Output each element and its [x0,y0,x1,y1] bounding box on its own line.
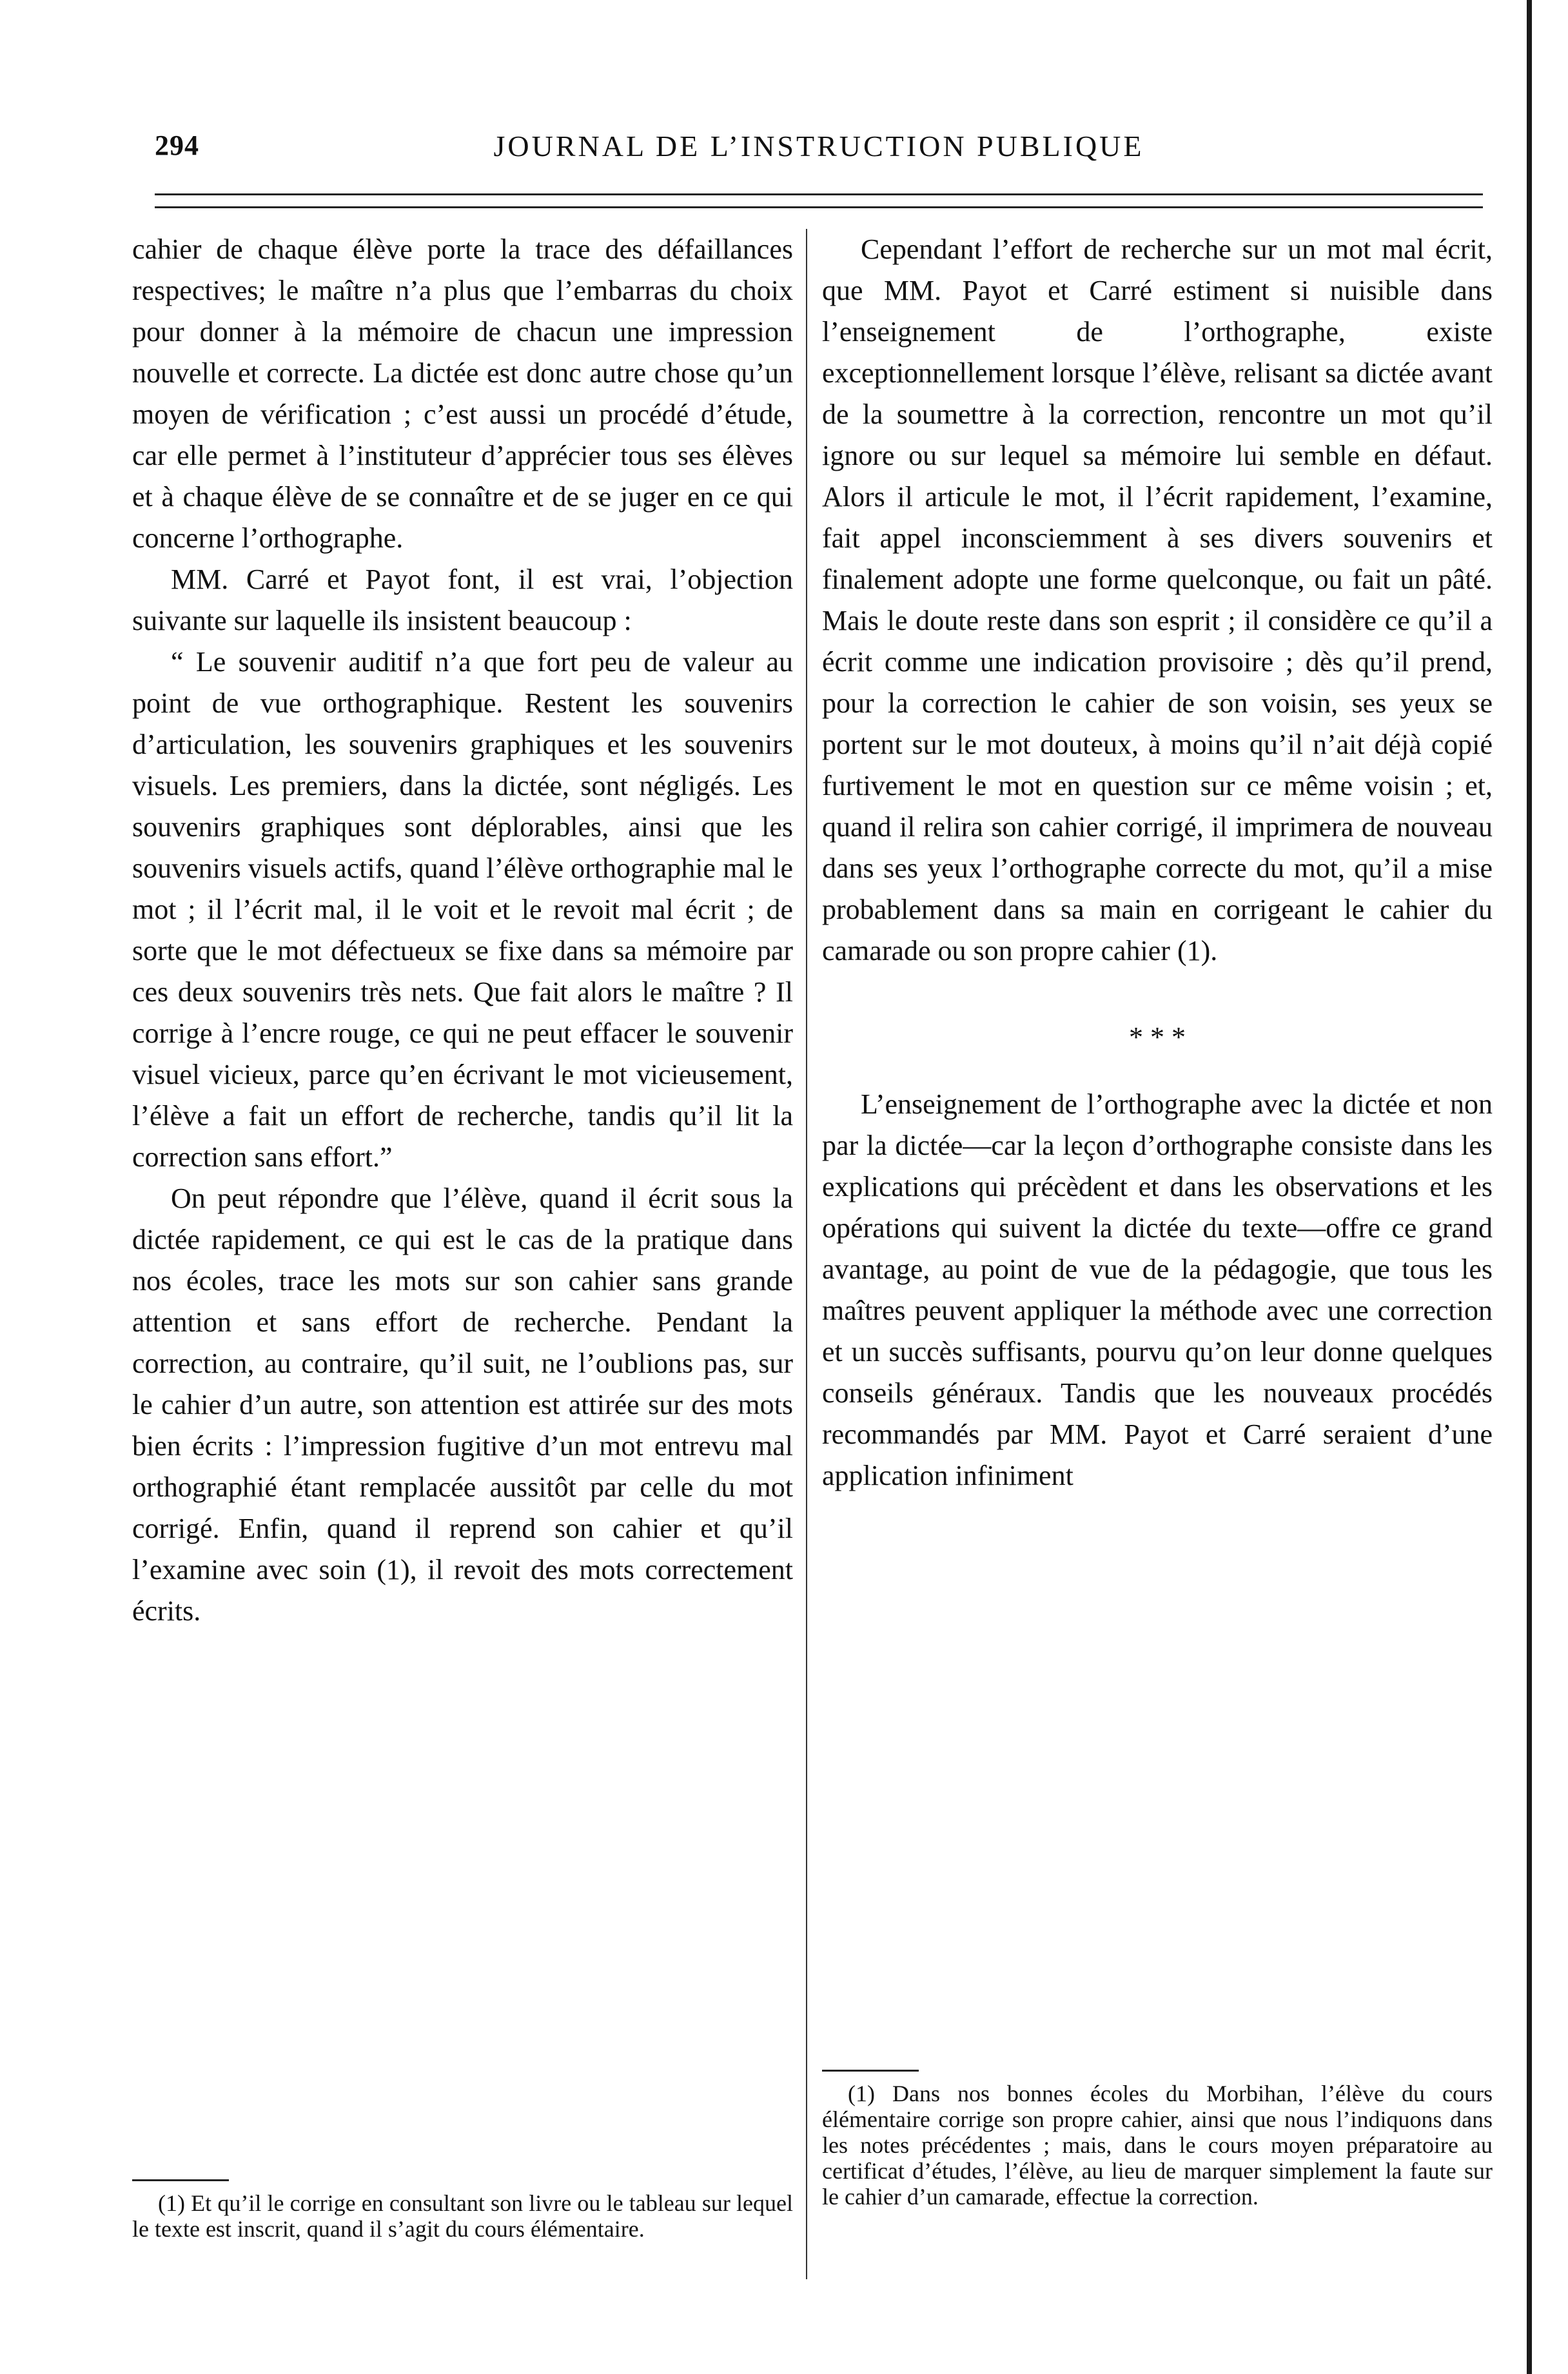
left-footnote-rule [132,2179,229,2181]
left-column [132,229,793,1632]
right-footnote-area [822,2050,1493,2210]
left-footnote: (1) Et qu’il le corrige en consultant son livre ou le tableau sur lequel le texte est inscrit, quand il s’agit du cours élémentaire. [132,2190,793,2242]
column-divider [806,229,807,2279]
running-title: JOURNAL DE L’INSTRUCTION PUBLIQUE [493,130,1144,162]
left-paragraph-4: On peut répondre que l’élève, quand il écrit sous la dictée rapidement, ce qui est le cas de la pratique dans nos écoles, trace les mots sur son cahier sans grande attention et sans effort de recherche. Pendant la correction, au contraire, qu’il suit, ne l’oublions pas, sur le cahier d’un autre, son attention est attirée sur des mots bien écrits : l’impression fugitive d’un mot entrevu mal orthographié étant remplacée aussitôt par celle du mot corrigé. Enfin, quand il reprend son cahier et qu’il l’examine avec soin (1), il revoit des mots correctement écrits. [132,1182,793,1627]
left-paragraph-2: MM. Carré et Payot font, il est vrai, l’objection suivante sur laquelle ils insistent beaucoup : [132,564,793,636]
left-paragraph-1: cahier de chaque élève porte la trace des défaillances respectives; le maître n’a plus que l’embarras du choix pour donner à la mémoire de chacun une impression nouvelle et correcte. La dictée est donc autre chose qu’un moyen de vérification ; c’est aussi un procédé d’étude, car elle permet à l’instituteur d’apprécier tous ses élèves et à chaque élève de se connaître et de se juger en ce qui concerne l’orthographe. [132,233,793,554]
page-number: 294 [155,130,199,161]
right-footnote: (1) Dans nos bonnes écoles du Morbihan, l’élève du cours élémentaire corrige son propre cahier, ainsi que nous l’indiquons dans les notes précédentes ; mais, dans le cours moyen préparatoire au certificat d’études, l’élève, au lieu de marquer simplement la faute sur le cahier d’un camarade, effectue la correction. [822,2081,1493,2210]
page-edge-shadow [1527,0,1532,2374]
section-separator: * * * [1129,1021,1186,1053]
left-footnote-area [132,2160,793,2242]
right-footnote-rule [822,2070,919,2072]
left-paragraph-3: “ Le souvenir auditif n’a que fort peu de valeur au point de vue orthographique. Restent les souvenirs d’articulation, les souvenirs graphiques et les souvenirs visuels. Les premiers, dans la dictée, sont négligés. Les souvenirs graphiques sont déplorables, ainsi que les souvenirs visuels actifs, quand l’élève orthographie mal le mot ; il l’écrit mal, il le voit et le revoit mal écrit ; de sorte que le mot défectueux se fixe dans sa mémoire par ces deux souvenirs très nets. Que fait alors le maître ? Il corrige à l’encre rouge, ce qui ne peut effacer le souvenir visuel vicieux, parce qu’en écrivant le mot vicieusement, l’élève a fait un effort de recherche, tandis qu’il lit la correction sans effort.” [132,646,793,1173]
page-header [155,129,1483,174]
right-column [822,229,1493,1496]
header-rule [155,193,1483,195]
header-rule-second [155,206,1483,208]
right-paragraph-2: L’enseignement de l’orthographe avec la dictée et non par la dictée—car la leçon d’orthographe consiste dans les explications qui précèdent et dans les observations et les opérations qui suivent la dictée du texte—offre ce grand avantage, au point de vue de la pédagogie, que tous les maîtres peuvent appliquer la méthode avec une correction et un succès suffisants, pourvu qu’on leur donne quelques conseils généraux. Tandis que les nouveaux procédés recommandés par MM. Payot et Carré seraient d’une application infiniment [822,1088,1493,1491]
right-paragraph-1: Cependant l’effort de recherche sur un mot mal écrit, que MM. Payot et Carré estiment si nuisible dans l’enseignement de l’orthographe, existe exceptionnellement lorsque l’élève, relisant sa dictée avant de la soumettre à la correction, rencontre un mot qu’il ignore ou sur lequel sa mémoire lui semble en défaut. Alors il articule le mot, il l’écrit rapidement, l’examine, fait appel inconsciemment à ses divers souvenirs et finalement adopte une forme quelconque, ou fait un pâté. Mais le doute reste dans son esprit ; il considère ce qu’il a écrit comme une indication provisoire ; dès qu’il prend, pour la correction le cahier de son voisin, ses yeux se portent sur le mot douteux, à moins qu’il n’ait déjà copié furtivement le mot en question sur ce même voisin ; et, quand il relira son cahier corrigé, il imprimera de nouveau dans ses yeux l’orthographe correcte du mot, qu’il a mise probablement dans sa main en corrigeant le cahier du camarade ou son propre cahier (1). [822,233,1493,966]
